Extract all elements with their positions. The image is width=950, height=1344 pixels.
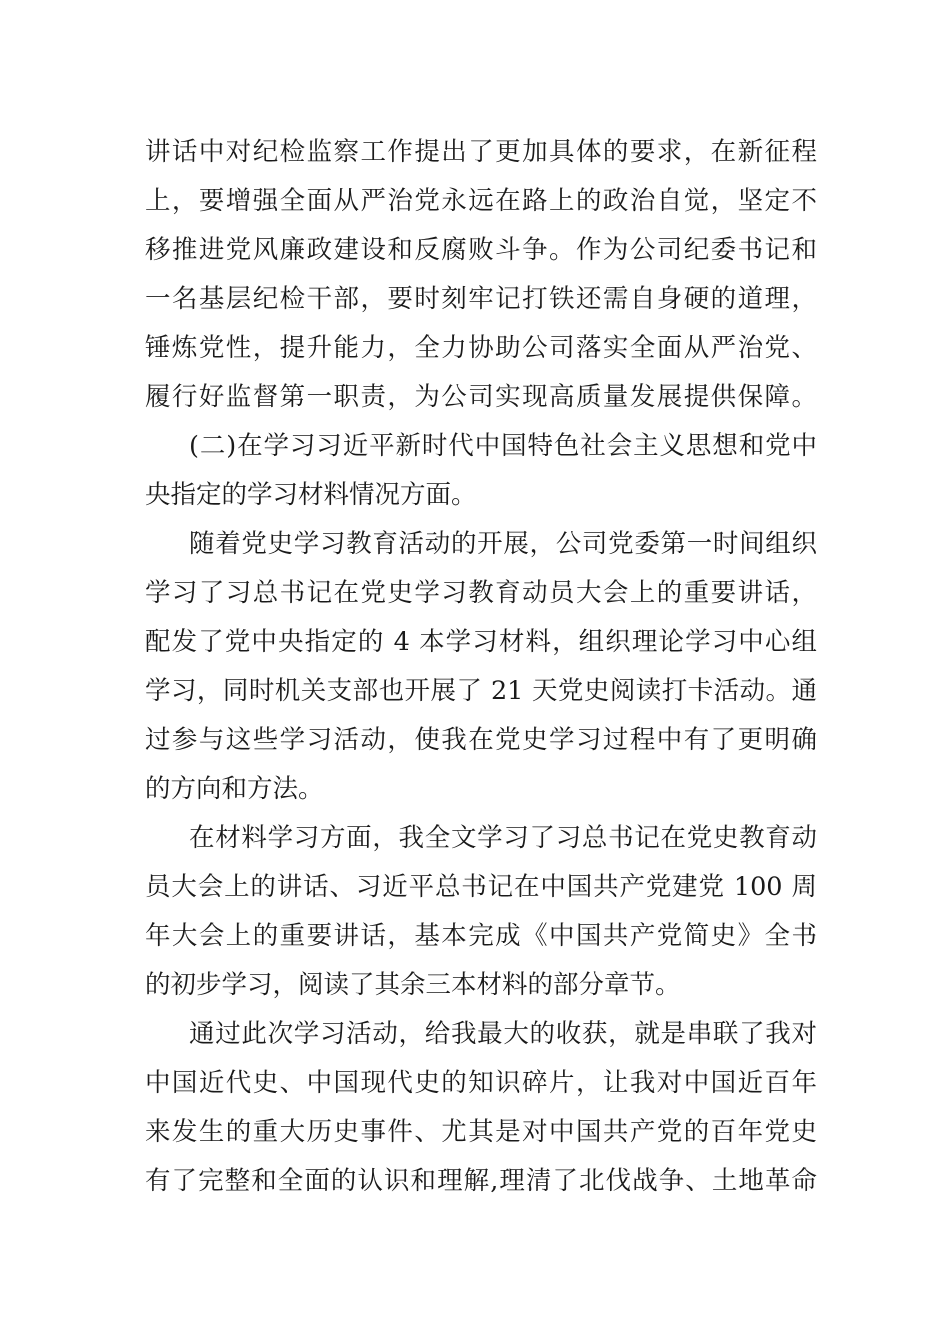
text-line: 随着党史学习教育活动的开展，公司党委第一时间组织: [189, 529, 817, 559]
text-line: 上，要增强全面从严治党永远在路上的政治自觉，坚定不: [145, 186, 817, 216]
body-text: [145, 128, 817, 1206]
text-line: 通过此次学习活动，给我最大的收获，就是串联了我对: [189, 1019, 817, 1049]
text-line: 的初步学习，阅读了其余三本材料的部分章节。: [145, 970, 681, 1000]
text-line: 在材料学习方面，我全文学习了习总书记在党史教育动: [189, 823, 817, 853]
text-line: 移推进党风廉政建设和反腐败斗争。作为公司纪委书记和: [145, 235, 817, 265]
text-line: 锤炼党性，提升能力，全力协助公司落实全面从严治党、: [145, 333, 817, 363]
text-line: 来发生的重大历史事件、尤其是对中国共产党的百年党史: [145, 1117, 817, 1147]
text-line: 学习，同时机关支部也开展了 21 天党史阅读打卡活动。通: [145, 676, 817, 706]
text-line: 中国近代史、中国现代史的知识碎片，让我对中国近百年: [145, 1068, 817, 1098]
section-heading-line: 央指定的学习材料情况方面。: [145, 480, 477, 510]
section-heading-line: (二)在学习习近平新时代中国特色社会主义思想和党中: [189, 431, 817, 461]
text-line: 的方向和方法。: [145, 774, 324, 804]
text-line: 过参与这些学习活动，使我在党史学习过程中有了更明确: [145, 725, 817, 755]
text-line: 履行好监督第一职责，为公司实现高质量发展提供保障。: [145, 382, 817, 412]
text-line: 一名基层纪检干部，要时刻牢记打铁还需自身硬的道理，: [145, 284, 817, 314]
text-line: 讲话中对纪检监察工作提出了更加具体的要求，在新征程: [145, 137, 817, 167]
text-line: 学习了习总书记在党史学习教育动员大会上的重要讲话，: [145, 578, 817, 608]
text-line: 有了完整和全面的认识和理解,理清了北伐战争、土地革命: [145, 1166, 817, 1196]
text-line: 员大会上的讲话、习近平总书记在中国共产党建党 100 周: [145, 872, 817, 902]
text-line: 年大会上的重要讲话，基本完成《中国共产党简史》全书: [145, 921, 817, 951]
text-line: 配发了党中央指定的 4 本学习材料，组织理论学习中心组: [145, 627, 817, 657]
